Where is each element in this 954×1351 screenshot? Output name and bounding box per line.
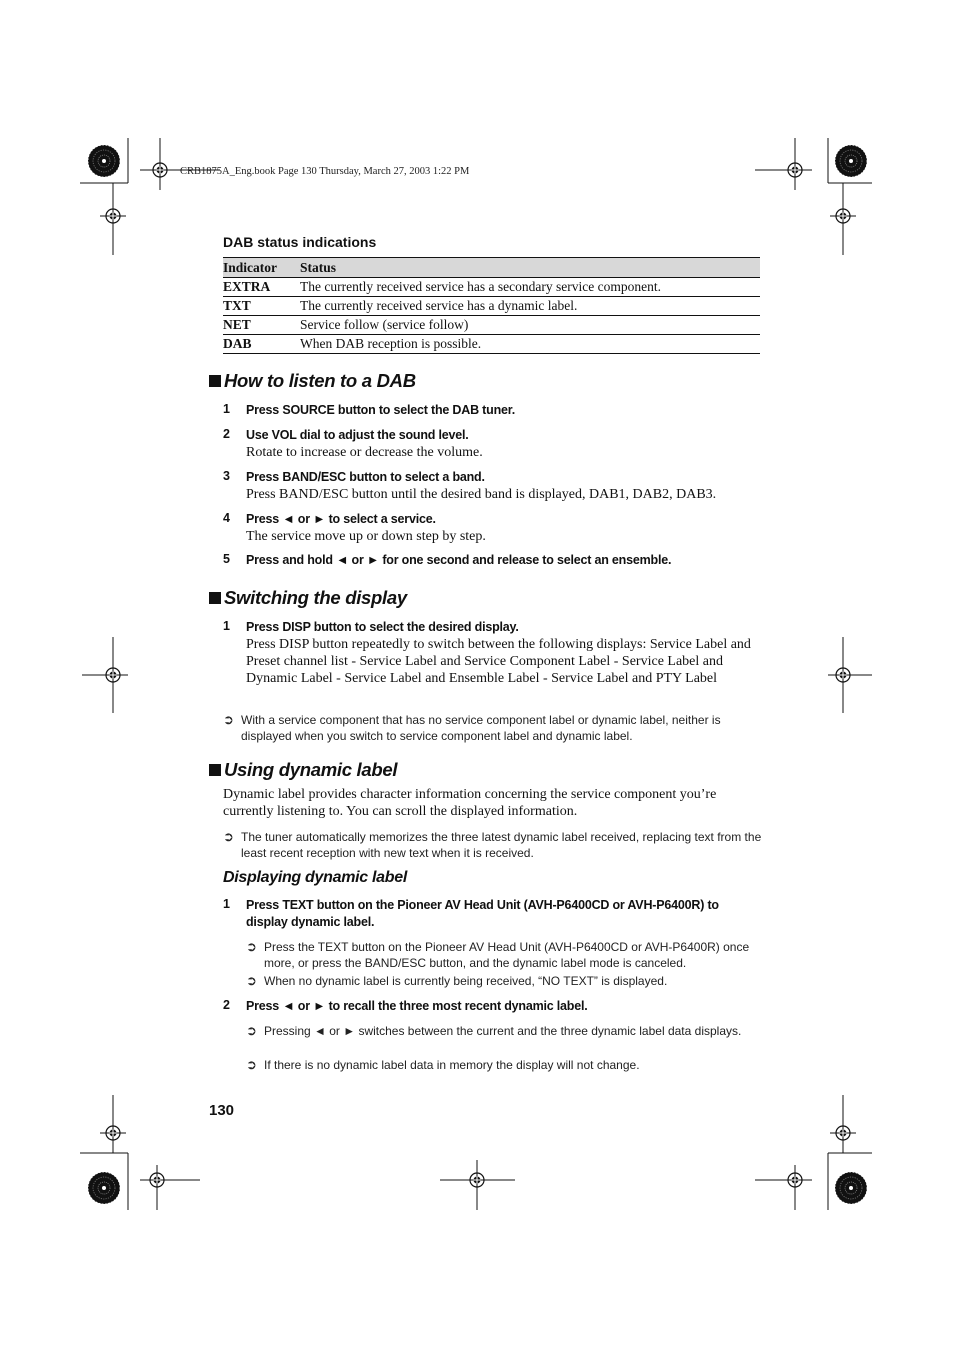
listen-step-1: 1 Press SOURCE button to select the DAB tuner. (223, 402, 516, 417)
status-table-title: DAB status indications (223, 234, 377, 250)
dynamic-step-1-note-2: ➲ When no dynamic label is currently being received, “NO TEXT” is displayed. (246, 973, 668, 988)
subheading-displaying-dynamic-label: Displaying dynamic label (223, 869, 407, 886)
dynamic-intro: Dynamic label provides character information concerning the service component you’re currently listening to. You can scroll the displayed information. (223, 787, 717, 819)
note-arrow-icon: ➲ (246, 1057, 257, 1072)
status-cell: The currently received service has a dynamic label. (300, 297, 760, 316)
status-cell: The currently received service has a secondary service component. (300, 278, 760, 297)
table-header-row (223, 258, 760, 278)
dynamic-step-2-note-1: ➲ Pressing ◄ or ► switches between the current and the three dynamic label data displays. (246, 1023, 742, 1038)
square-bullet-icon (209, 375, 221, 387)
indicator-cell: DAB (223, 335, 300, 354)
listen-step-3: 3 Press BAND/ESC button to select a band. Press BAND/ESC button until the desired band is displayed, DAB1, DAB2, DAB3. (223, 469, 717, 502)
section-heading-dynamic: Using dynamic label (209, 759, 397, 781)
status-table (223, 257, 760, 354)
column-header-indicator: Indicator (223, 258, 300, 278)
note-arrow-icon: ➲ (246, 939, 257, 954)
dynamic-step-1: 1 Press TEXT button on the Pioneer AV Head Unit (AVH-P6400CD or AVH-P6400R) to display dynamic label. (223, 897, 719, 929)
print-header-stamp: CRB1875A_Eng.book Page 130 Thursday, March 27, 2003 1:22 PM (180, 166, 470, 177)
listen-step-5: 5 Press and hold ◄ or ► for one second and release to select an ensemble. (223, 552, 672, 567)
note-arrow-icon: ➲ (246, 1023, 257, 1038)
note-arrow-icon: ➲ (223, 829, 234, 844)
indicator-cell: NET (223, 316, 300, 335)
dynamic-step-2-note-2: ➲ If there is no dynamic label data in memory the display will not change. (246, 1057, 640, 1072)
switch-step-1: 1 Press DISP button to select the desired display. Press DISP button repeatedly to switch between the following displays: Service Label and Preset channel list - Service Label and Service Component Label - Service Label and Dynamic Label - Service Label and Ensemble Label - Service Label and PTY Label (223, 619, 751, 686)
listen-step-2: 2 Use VOL dial to adjust the sound level. Rotate to increase or decrease the volume. (223, 427, 483, 460)
table-row (223, 278, 760, 297)
table-row (223, 316, 760, 335)
status-cell: When DAB reception is possible. (300, 335, 760, 354)
square-bullet-icon (209, 764, 221, 776)
indicator-cell: EXTRA (223, 278, 300, 297)
note-arrow-icon: ➲ (246, 973, 257, 988)
dynamic-step-1-note-1: ➲ Press the TEXT button on the Pioneer AV Head Unit (AVH-P6400CD or AVH-P6400R) once more, or press the BAND/ESC button, and the dynamic label mode is canceled. (246, 939, 750, 970)
dynamic-step-2: 2 Press ◄ or ► to recall the three most recent dynamic label. (223, 998, 588, 1013)
page-number: 130 (209, 1102, 235, 1119)
table-row (223, 335, 760, 354)
section-heading-listen: How to listen to a DAB (209, 370, 416, 392)
status-cell: Service follow (service follow) (300, 316, 760, 335)
listen-step-4: 4 Press ◄ or ► to select a service. The service move up or down step by step. (223, 511, 486, 544)
indicator-cell: TXT (223, 297, 300, 316)
dynamic-note: ➲ The tuner automatically memorizes the three latest dynamic label received, replacing text from the least recent reception with new text when it is received. (223, 829, 762, 860)
table-row (223, 297, 760, 316)
square-bullet-icon (209, 592, 221, 604)
column-header-status: Status (300, 258, 760, 278)
note-arrow-icon: ➲ (223, 712, 234, 727)
switch-note: ➲ With a service component that has no service component label or dynamic label, neither is displayed when you switch to service component label and dynamic label. (223, 712, 721, 743)
section-heading-switch: Switching the display (209, 587, 407, 609)
